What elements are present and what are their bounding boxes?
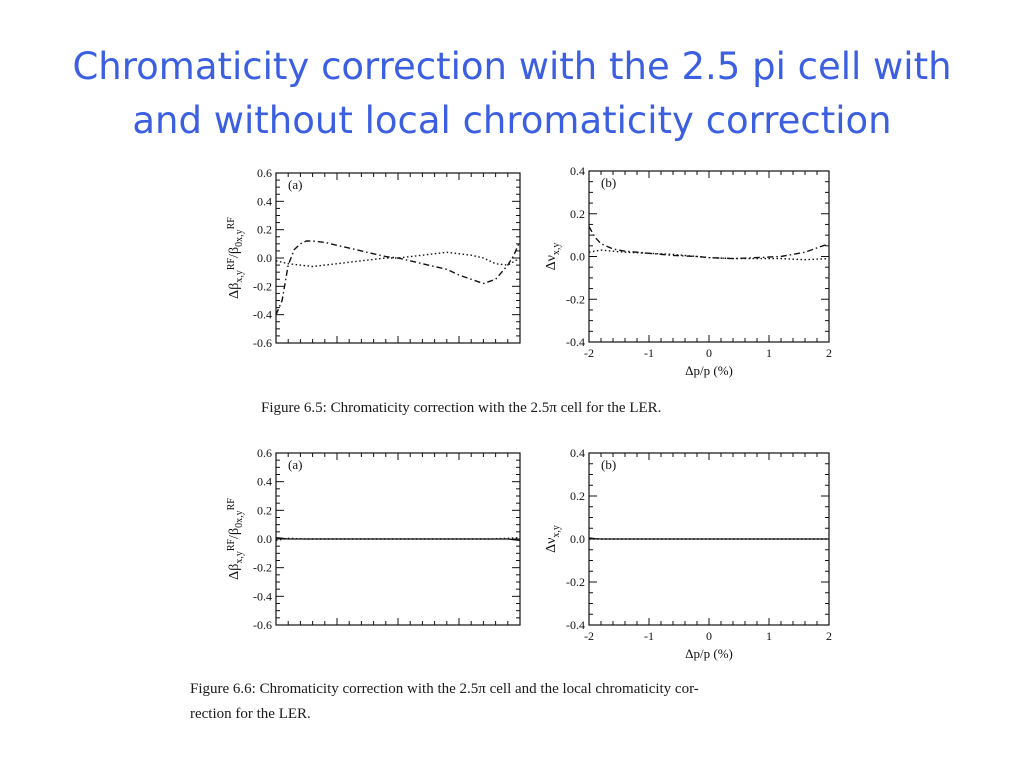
y-tick-label: 0.0 [570,249,585,264]
x-tick-label: 0 [706,346,712,360]
y-axis-label: Δβx,yRF/β0x,yRF [225,217,245,299]
series-line-2 [276,252,520,266]
slide-title-line-1: Chromaticity correction with the 2.5 pi cell with [72,45,952,88]
panel-label: (a) [288,177,303,192]
chart-fig66b [544,446,832,661]
y-tick-label: 0.2 [570,206,585,221]
x-tick-label: 2 [826,629,832,643]
chart-fig65b [544,164,832,378]
figure-6-5-caption-text: Figure 6.5: Chromaticity correction with the 2.5π cell for the LER. [261,400,662,416]
x-tick-label: -1 [644,346,654,360]
y-tick-label: -0.4 [253,589,272,604]
panel-label: (a) [288,457,303,472]
y-tick-label: 0.4 [570,446,585,460]
y-tick-label: -0.6 [253,618,272,632]
figure-6-6-caption [190,677,699,727]
figure-6-5-caption [261,396,661,421]
y-tick-label: 0.4 [257,474,272,489]
y-tick-label: 0.0 [257,532,272,546]
y-tick-label: 0.2 [257,222,272,237]
y-tick-label: 0.2 [257,503,272,518]
figure-6-6-caption-line-2: rection for the LER. [190,706,311,722]
x-axis-label: Δp/p (%) [685,646,733,661]
y-tick-label: -0.2 [566,292,585,307]
chart-fig66a [226,446,521,632]
y-tick-label: 0.4 [257,194,272,209]
y-tick-label: -0.6 [253,336,272,350]
y-tick-label: -0.2 [253,560,272,575]
plot-frame [589,171,829,342]
y-tick-label: -0.4 [253,307,272,322]
y-tick-label: 0.6 [257,166,272,180]
chart-fig65a [226,166,521,350]
x-tick-label: 1 [766,346,772,360]
x-tick-label: -1 [644,629,654,643]
y-tick-label: -0.2 [253,279,272,294]
x-tick-label: 1 [766,629,772,643]
x-tick-label: 2 [826,346,832,360]
y-tick-label: 0.0 [570,532,585,546]
x-tick-label: -2 [584,346,594,360]
y-tick-label: -0.4 [566,618,585,632]
y-tick-label: 0.0 [257,251,272,265]
series-line-1 [589,227,829,259]
series-line-1 [276,241,520,315]
x-tick-label: 0 [706,629,712,643]
y-tick-label: -0.2 [566,575,585,589]
x-axis-label: Δp/p (%) [685,363,733,378]
y-axis-label: Δνx,y [544,525,562,553]
y-axis-label: Δνx,y [544,242,562,271]
y-axis-label: Δβx,yRF/β0x,yRF [225,498,245,580]
series-line-2 [589,250,829,260]
panel-label: (b) [601,457,617,472]
slide-title-line-2: and without local chromaticity correction [132,99,892,142]
y-tick-label: 0.4 [570,164,585,178]
y-tick-label: 0.2 [570,489,585,503]
panel-label: (b) [601,175,617,190]
y-tick-label: -0.4 [566,335,585,349]
figure-6-6-caption-line-1: Figure 6.6: Chromaticity correction with the 2.5π cell and the local chromaticity cor- [190,681,699,697]
y-tick-label: 0.6 [257,446,272,460]
x-tick-label: -2 [584,629,594,643]
